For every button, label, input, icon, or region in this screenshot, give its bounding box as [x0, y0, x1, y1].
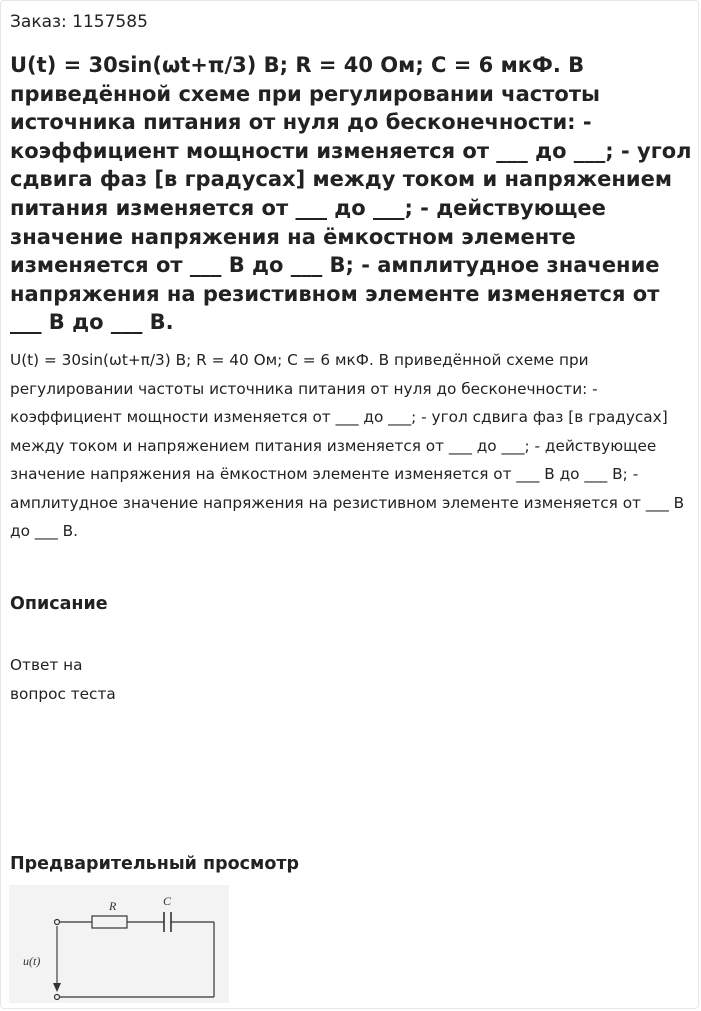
resistor-label: R [109, 899, 117, 913]
preview-image[interactable] [9, 885, 229, 1003]
capacitor-label: C [163, 894, 172, 908]
description-body [10, 651, 116, 709]
description-line: Ответ на [10, 656, 83, 674]
task-title: U(t) = 30sin(ωt+π/3) В; R = 40 Ом; C = 6 мкФ. В приведённой схеме при регулировании частоты источника питания от нуля до бесконечности: - коэффициент мощности изменяется от ___ до ___; - угол сдвига фаз [в градусах] между током и напряжением питания изменяется от ___ до ___; - действующее значение напряжения на ёмкостном элементе изменяется от ___ В до ___ В; - амплитудное значение напряжения на резистивном элементе изменяется от ___ В до ___ В. [10, 53, 692, 335]
voltage-arrow-head [53, 983, 61, 992]
source-label: u(t) [23, 954, 41, 968]
preview-heading: Предварительный просмотр [10, 854, 300, 874]
description-line: вопрос теста [10, 685, 116, 703]
resistor-symbol [92, 916, 127, 928]
description-heading: Описание [10, 594, 108, 614]
terminal-top [55, 920, 60, 925]
order-number: Заказ: 1157585 [10, 12, 148, 32]
circuit-diagram [9, 885, 229, 1003]
task-text: U(t) = 30sin(ωt+π/3) В; R = 40 Ом; C = 6 мкФ. В приведённой схеме при регулировании частоты источника питания от нуля до бесконечности: - коэффициент мощности изменяется от ___ до ___; - угол сдвига фаз [в градусах] между током и напряжением питания изменяется от ___ до ___; - действующее значение напряжения на ёмкостном элементе изменяется от ___ В до ___ В; - амплитудное значение напряжения на резистивном элементе изменяется от ___ В до ___ В. [10, 351, 685, 540]
terminal-bottom [55, 995, 60, 1000]
